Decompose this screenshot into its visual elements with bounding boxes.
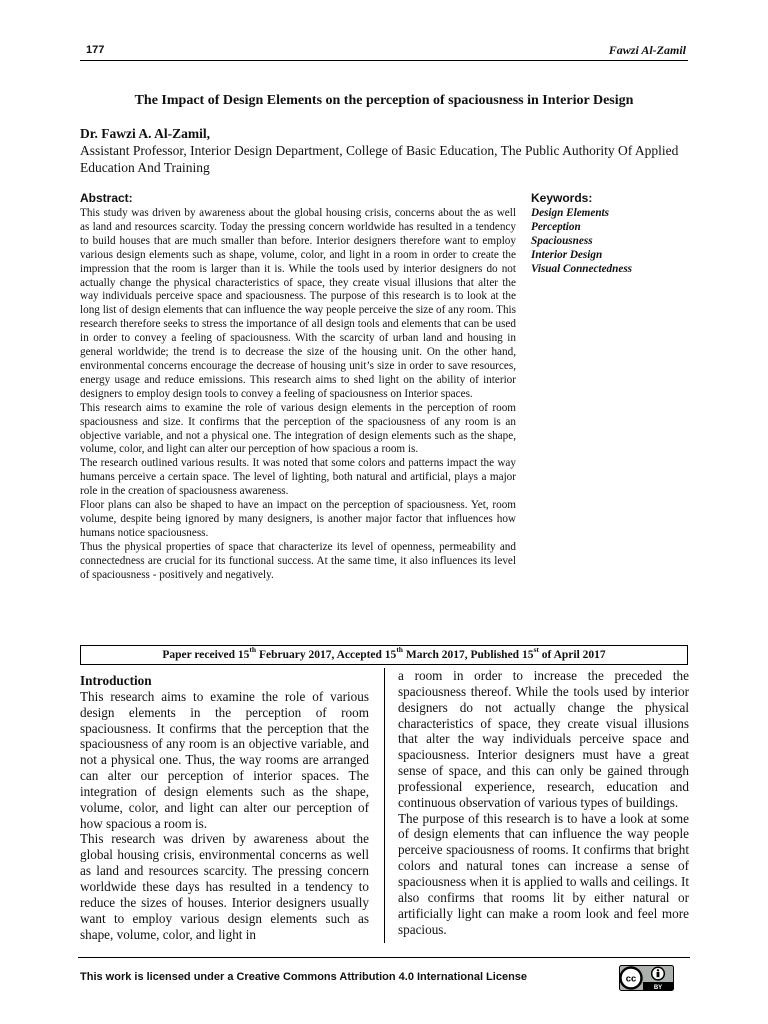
introduction-heading: Introduction: [80, 673, 152, 688]
keyword-item: Perception: [531, 220, 581, 233]
abstract-paragraph: Thus the physical properties of space that characterize its level of openness, permeability and connectedness are crucial for its functional success. At the same time, it also influences its level of spaciousness - positively and negatively.: [80, 540, 516, 581]
accepted-sup: th: [396, 645, 403, 655]
cc-badge-text: cc: [625, 973, 637, 985]
page-number: 177: [86, 44, 105, 56]
publication-dates-box: [80, 645, 688, 665]
abstract-body: [80, 207, 516, 582]
keywords-list: [531, 207, 691, 277]
abstract-paragraph: This study was driven by awareness about the global housing crisis, concerns about the as well as land and resources scarcity. Today the pressing concern worldwide has resulted in a tendency to build houses that are much smaller than before. Interior designers therefore want to employ various design elements such as shape, volume, color, and light in a room in order to create the impression that the room is larger than it is. While the tools used by interior designers do not actually change the physical characteristics of space, they create visual illusions that alter the way individuals perceive space and spaciousness. The purpose of this research is to look at the long list of design elements that can influence the way people perceive the size of any room. This research therefore seeks to stress the importance of all design tools and elements that can be used in order to convey a feeling of spaciousness. With the scarcity of urban land and housing in general worldwide; the trend is to decrease the size of the housing unit. On the other hand, environmental concerns encourage the decrease of housing unit’s size in order to save resources, energy usage and reduce emissions. This research aims to shed light on the ability of interior designers to employ design tools to convey a feeling of spaciousness on Interior spaces.: [80, 207, 516, 400]
abstract-paragraph: This research aims to examine the role of various design elements in the perception of room spaciousness and size. It confirms that the perception of the spaciousness of any room is an objective variable, and not a physical one. The integration of design elements such as the shape, volume, color, and light can alter our perception of how spacious a room is.: [80, 401, 516, 456]
author-block: [80, 125, 688, 176]
abstract-heading: Abstract:: [80, 191, 133, 205]
license-footer: [78, 957, 690, 993]
running-header: [80, 43, 688, 61]
cc-by-badge-icon[interactable]: [619, 965, 674, 991]
received-rest: February 2017,: [256, 649, 337, 661]
keyword-item: Visual Connectedness: [531, 262, 633, 275]
abstract-paragraph: The research outlined various results. It was noted that some colors and patterns impact the way humans perceive a certain space. The level of lighting, both natural and artificial, plays a major role in the creation of spaciousness awareness.: [80, 457, 516, 498]
intro-left-column: [80, 673, 369, 942]
published-label: Published 15: [470, 649, 534, 661]
published-sup: st: [533, 645, 539, 655]
by-badge-text: BY: [653, 984, 663, 991]
intro-right-column: [398, 668, 689, 937]
abstract-paragraph: Floor plans can also be shaped to have an impact on the perception of spaciousness. Yet, room volume, despite being ignored by many designers, is another major factor that influences how humans notice spaciousness.: [80, 499, 516, 539]
intro-paragraph: a room in order to increase the preceded the spaciousness thereof. While the tools used by interior designers do not actually change the physical characteristics of space, they create visual illusions that alter the way individuals perceive space and spaciousness. Interior designers must have a great sense of space, and this can only be gained through professional experience, research, education and continuous observation of various types of buildings.: [398, 668, 689, 810]
paper-title: The Impact of Design Elements on the perception of spaciousness in Interior Design: [134, 93, 634, 108]
keyword-item: Spaciousness: [531, 234, 593, 247]
accepted-label: Accepted 15: [336, 649, 397, 661]
received-label: Paper received 15: [162, 649, 250, 661]
accepted-rest: March 2017,: [402, 649, 471, 661]
column-divider: [384, 668, 385, 943]
intro-paragraph: This research aims to examine the role of various design elements in the perception of room spaciousness. It confirms that the perception that the spaciousness of any room is an objective variable, and not a physical one. Thus, the way rooms are arranged can alter our perception of interior spaces. The integration of design elements such as the shape, volume, color, and light can alter our perception of how spacious a room is.: [80, 688, 369, 831]
running-author: Fawzi Al-Zamil: [608, 43, 686, 57]
license-text: This work is licensed under a Creative Commons Attribution 4.0 International License: [80, 971, 528, 983]
author-name: Dr. Fawzi A. Al-Zamil,: [80, 126, 210, 141]
published-rest: of April 2017: [538, 649, 606, 661]
intro-paragraph: The purpose of this research is to have a look at some of design elements that can influence the way people perceive spaciousness of rooms. It confirms that bright colors and natural tones can increase a sense of spaciousness when it is applied to walls and ceilings. It also confirms that rooms lit by either natural or artificially light can make a room look and feel more spacious.: [398, 810, 689, 937]
keyword-item: Design Elements: [531, 207, 610, 219]
received-sup: th: [249, 645, 257, 655]
keywords-heading: Keywords:: [531, 191, 593, 205]
keyword-item: Interior Design: [531, 248, 603, 261]
author-affiliation: Assistant Professor, Interior Design Department, College of Basic Education, The Public Authority Of Applied Education And Training: [80, 143, 679, 175]
intro-paragraph: This research was driven by awareness about the global housing crisis, environmental concerns as well as land and resources scarcity. The pressing concern worldwide these days has resulted in a tendency to reduce the sizes of houses. Interior designers usually want to employ various design elements such as shape, volume, color, and light in: [80, 831, 369, 942]
